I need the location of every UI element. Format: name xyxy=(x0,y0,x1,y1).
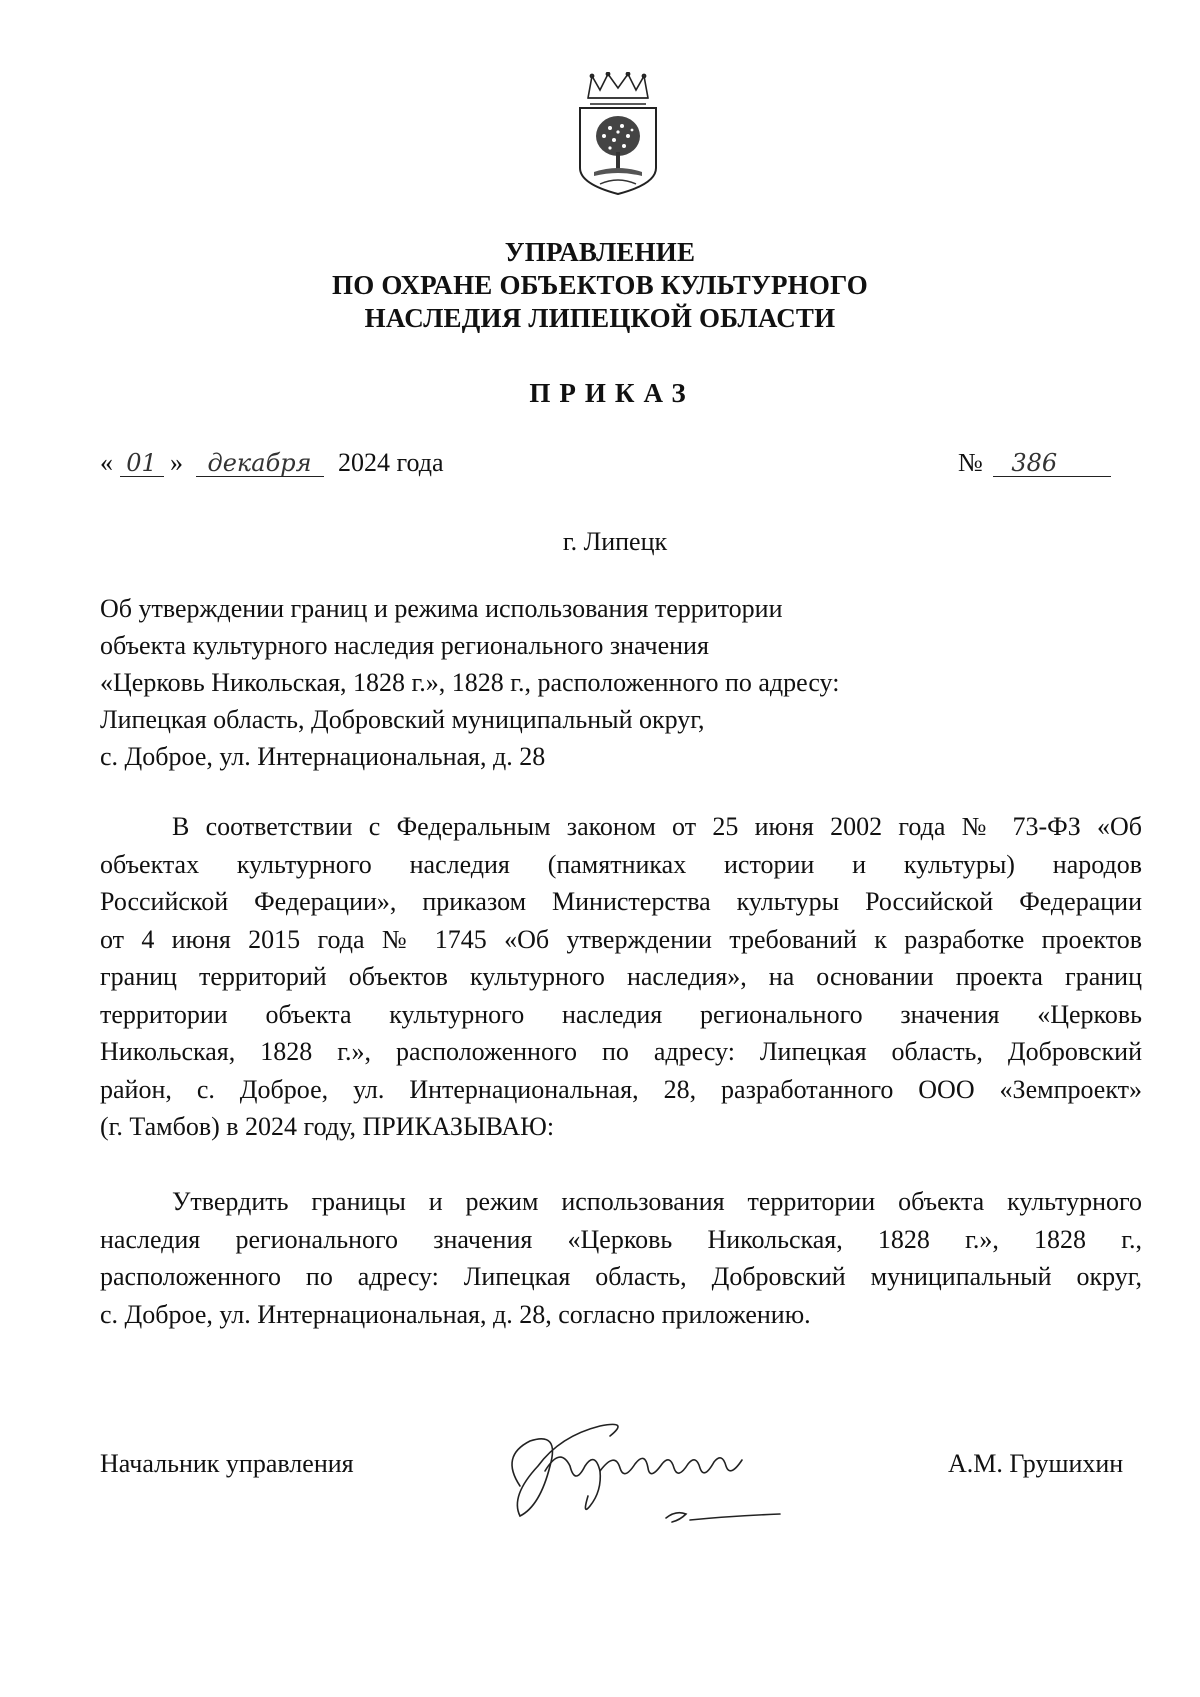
paragraph-line: объектах культурного наследия (памятниках истории и культуры) народов xyxy=(100,849,1142,879)
paragraph-line: Утвердить границы и режим использования территории объекта культурного xyxy=(172,1187,1142,1216)
date-month: декабря xyxy=(196,450,324,477)
handwritten-signature xyxy=(490,1396,810,1536)
paragraph-line: с. Доброе, ул. Интернациональная, д. 28, согласно приложению. xyxy=(100,1299,811,1329)
number-label: № xyxy=(958,448,983,477)
date-open-quote: « xyxy=(100,448,113,477)
signatory-position: Начальник управления xyxy=(100,1449,354,1478)
paragraph-line: границ территорий объектов культурного наследия», на основании проекта границ xyxy=(100,962,1142,991)
body-paragraph-legal-basis xyxy=(100,808,1142,1146)
paragraph-line: Никольская, 1828 г.», расположенного по адресу: Липецкая область, Добровский xyxy=(100,1037,1142,1066)
order-subject xyxy=(100,590,1000,775)
number-value: 386 xyxy=(993,450,1111,477)
date-year: 2024 года xyxy=(338,448,444,477)
subject-line: Об утверждении границ и режима использования территории xyxy=(100,594,783,623)
body-paragraph-decision xyxy=(100,1183,1142,1333)
subject-line: объекта культурного наследия регионального значения xyxy=(100,631,709,660)
paragraph-line: район, с. Доброе, ул. Интернациональная, 28, разработанного ООО «Земпроект» xyxy=(100,1074,1142,1104)
paragraph-line: В соответствии с Федеральным законом от 25 июня 2002 года № 73-ФЗ «Об xyxy=(172,812,1142,841)
date-close-quote: » xyxy=(170,448,183,477)
signatory-name: А.М. Грушихин xyxy=(948,1449,1124,1478)
paragraph-line: наследия регионального значения «Церковь Никольская, 1828 г.», 1828 г., xyxy=(100,1224,1142,1254)
paragraph-line: Российской Федерации», приказом Министерства культуры Российской Федерации xyxy=(100,887,1142,916)
subject-line: с. Доброе, ул. Интернациональная, д. 28 xyxy=(100,742,546,771)
org-line-1: УПРАВЛЕНИЕ xyxy=(504,237,696,267)
city: г. Липецк xyxy=(562,527,668,556)
paragraph-line: территории объекта культурного наследия регионального значения «Церковь xyxy=(100,999,1142,1029)
paragraph-line: от 4 июня 2015 года № 1745 «Об утверждении требований к разработке проектов xyxy=(100,924,1142,954)
date-day: 01 xyxy=(120,450,164,477)
paragraph-line: (г. Тамбов) в 2024 году, ПРИКАЗЫВАЮ: xyxy=(100,1112,555,1141)
subject-line: «Церковь Никольская, 1828 г.», 1828 г., расположенного по адресу: xyxy=(100,668,840,697)
document-type-title: ПРИКАЗ xyxy=(529,378,695,408)
org-line-3: НАСЛЕДИЯ ЛИПЕЦКОЙ ОБЛАСТИ xyxy=(364,303,836,333)
order-number xyxy=(958,448,1111,478)
coat-of-arms-emblem xyxy=(574,72,662,200)
order-date xyxy=(100,448,444,478)
org-line-2: ПО ОХРАНЕ ОБЪЕКТОВ КУЛЬТУРНОГО xyxy=(332,270,868,300)
organization-name xyxy=(0,236,1200,335)
subject-line: Липецкая область, Добровский муниципальный округ, xyxy=(100,705,705,734)
paragraph-line: расположенного по адресу: Липецкая область, Добровский муниципальный округ, xyxy=(100,1262,1142,1291)
